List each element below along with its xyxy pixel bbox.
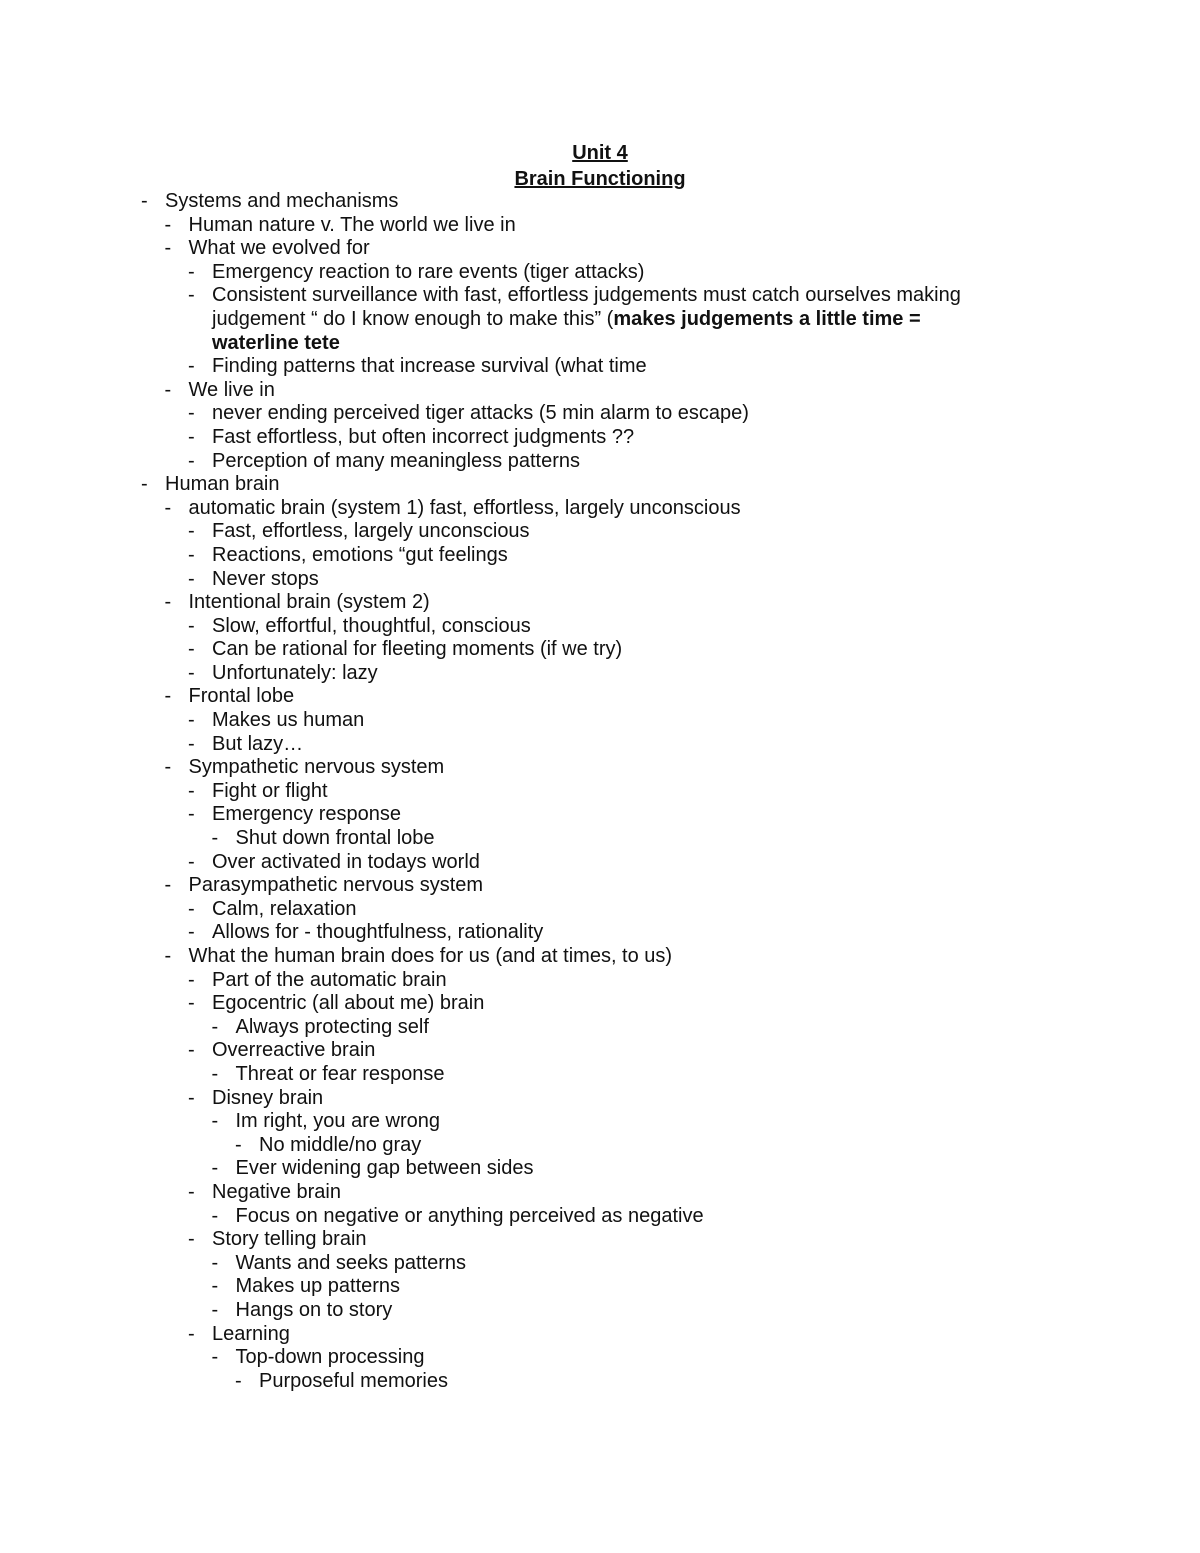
bullet-dash: -: [188, 992, 195, 1015]
bullet-dash: -: [211, 1204, 219, 1227]
outline-item-label: Threat or fear response: [235, 1062, 445, 1085]
outline-item-text: [0, 874, 1200, 898]
outline-item: [0, 1275, 1200, 1299]
outline-item-text: [0, 992, 1200, 1016]
outline-item-label: Always protecting self: [235, 1015, 429, 1038]
bullet-dash: -: [211, 1251, 219, 1274]
bullet-dash: -: [188, 355, 195, 378]
bullet-dash: -: [211, 1157, 219, 1180]
bullet-dash: -: [188, 614, 195, 637]
outline-item-text: [0, 237, 1200, 261]
bullet-dash: -: [188, 661, 195, 684]
outline-item: [0, 851, 1200, 875]
bullet-dash: -: [141, 190, 148, 212]
outline-item-text: [0, 190, 1200, 214]
outline-item: [0, 450, 1200, 474]
outline-item: [0, 756, 1200, 780]
outline-item-text: [0, 1228, 1200, 1252]
bullet-dash: -: [188, 1180, 195, 1203]
bullet-dash: -: [188, 284, 195, 307]
outline-item-label: What we evolved for: [188, 237, 370, 260]
bullet-dash: -: [188, 850, 195, 873]
outline-item-text: [0, 945, 1200, 969]
outline-item-label: Frontal lobe: [188, 685, 295, 708]
outline-item-text: [0, 921, 1200, 945]
bullet-dash: -: [188, 543, 195, 566]
outline-item-text: [0, 685, 1200, 709]
outline-item: [0, 379, 1200, 403]
outline-item-label: Story telling brain: [212, 1228, 367, 1251]
outline-item-text: [0, 638, 1200, 662]
outline-item-label: We live in: [188, 378, 275, 401]
outline-item-label: Allows for - thoughtfulness, rationality: [212, 921, 544, 944]
outline-item-label: Learning: [212, 1322, 290, 1345]
outline-item-text: [0, 1252, 1200, 1276]
outline-item-text: [0, 615, 1200, 639]
outline-item-label: Emergency reaction to rare events (tiger attacks): [212, 260, 645, 283]
outline-item: [0, 214, 1200, 238]
bullet-dash: -: [235, 1133, 242, 1156]
outline-item-text: [0, 308, 1200, 332]
outline-item: [0, 261, 1200, 285]
outline-item: [0, 402, 1200, 426]
bullet-dash: -: [141, 473, 148, 496]
outline-item-label: Unfortunately: lazy: [212, 661, 378, 684]
outline-item: [0, 969, 1200, 993]
outline-item: [0, 1134, 1200, 1158]
outline-item-label: Makes up patterns: [235, 1275, 401, 1298]
outline-item: [0, 1323, 1200, 1347]
outline-item-label: Disney brain: [212, 1086, 324, 1109]
bullet-dash: -: [164, 591, 172, 614]
bullet-dash: -: [188, 897, 195, 920]
outline-item-text: [0, 662, 1200, 686]
bullet-dash: -: [211, 1346, 219, 1369]
outline-item: [0, 1228, 1200, 1252]
outline-item-label: automatic brain (system 1) fast, effortless, largely unconscious: [188, 496, 741, 519]
outline-item-text: [0, 1323, 1200, 1347]
outline-item-text: [0, 898, 1200, 922]
outline-item: [0, 992, 1200, 1016]
bullet-dash: -: [211, 1015, 219, 1038]
outline-item: [0, 1063, 1200, 1087]
outline-item: [0, 685, 1200, 709]
outline-item-label: Fast, effortless, largely unconscious: [212, 520, 530, 543]
bullet-dash: -: [188, 449, 195, 472]
outline-item: [0, 662, 1200, 686]
outline-item-label: No middle/no gray: [259, 1133, 422, 1156]
outline-item-text: [0, 803, 1200, 827]
outline-item: [0, 1087, 1200, 1111]
outline-item-text: [0, 827, 1200, 851]
outline-item-label: Calm, relaxation: [212, 897, 357, 920]
outline-item-text: [0, 1016, 1200, 1040]
outline-item-text: [0, 1134, 1200, 1158]
outline-item-label: Slow, effortful, thoughtful, conscious: [212, 614, 531, 637]
outline-item-label: But lazy…: [212, 732, 304, 755]
outline-item: [0, 1016, 1200, 1040]
outline-item-text: [0, 591, 1200, 615]
outline-item-text: [0, 402, 1200, 426]
outline-item-bold-text: makes judgements a little time =: [613, 307, 921, 330]
outline-item-label: Human nature v. The world we live in: [188, 213, 516, 236]
outline-item-label: Reactions, emotions “gut feelings: [212, 543, 508, 566]
outline-item-label: Egocentric (all about me) brain: [212, 992, 485, 1015]
outline-item-label: Shut down frontal lobe: [235, 827, 435, 850]
outline-item-text: [0, 426, 1200, 450]
document-title: Unit 4: [572, 142, 628, 164]
outline-item-label: never ending perceived tiger attacks (5 min alarm to escape): [212, 402, 749, 425]
outline-item: [0, 898, 1200, 922]
outline-item-label: Intentional brain (system 2): [188, 591, 430, 614]
outline-item-label: Im right, you are wrong: [235, 1110, 441, 1133]
outline-item: [0, 780, 1200, 804]
bullet-dash: -: [188, 402, 195, 425]
outline-item-text: [0, 332, 1200, 356]
outline-item-label: What the human brain does for us (and at times, to us): [188, 945, 673, 967]
outline-item: [0, 709, 1200, 733]
outline-item-label: Wants and seeks patterns: [235, 1251, 466, 1274]
bullet-dash: -: [188, 1039, 195, 1062]
outline-item-text: [0, 1039, 1200, 1063]
outline-item-text: [0, 450, 1200, 474]
document-subtitle: Brain Functioning: [514, 168, 686, 190]
bullet-dash: -: [188, 260, 195, 283]
outline-item-continuation: [0, 332, 1200, 356]
outline-item-text: [0, 851, 1200, 875]
outline-item: [0, 1252, 1200, 1276]
outline-item-text: [0, 544, 1200, 568]
outline-item-label: Part of the automatic brain: [212, 968, 447, 991]
outline-item-text: [0, 284, 1200, 308]
outline-item-text: [0, 497, 1200, 521]
outline-item-label: Never stops: [212, 567, 319, 590]
bullet-dash: -: [188, 921, 195, 944]
outline-item-text: [0, 473, 1200, 497]
outline-item-text: [0, 1205, 1200, 1229]
outline-item: [0, 1039, 1200, 1063]
outline-item-label: Systems and mechanisms: [165, 190, 399, 212]
outline-item: [0, 520, 1200, 544]
outline-item-text: [0, 1087, 1200, 1111]
bullet-dash: -: [188, 520, 195, 543]
outline-item: [0, 733, 1200, 757]
outline-item-text: [0, 355, 1200, 379]
bullet-dash: -: [188, 567, 195, 590]
bullet-dash: -: [211, 1275, 219, 1298]
outline-item: [0, 615, 1200, 639]
outline-item: [0, 237, 1200, 261]
outline-item: [0, 497, 1200, 521]
bullet-dash: -: [188, 709, 195, 732]
outline-item: [0, 874, 1200, 898]
outline-item: [0, 1299, 1200, 1323]
outline-item-label: Purposeful memories: [259, 1369, 448, 1392]
outline-item-label: Top-down processing: [235, 1346, 425, 1369]
outline-item-text: [0, 733, 1200, 757]
outline-item-text: [0, 1275, 1200, 1299]
outline-item: [0, 190, 1200, 214]
outline-item: [0, 591, 1200, 615]
outline-item-label: Makes us human: [212, 709, 365, 732]
outline-item-label: Emergency response: [212, 803, 401, 826]
outline-item-text: [0, 1110, 1200, 1134]
bullet-dash: -: [188, 1228, 195, 1251]
outline-item: [0, 1157, 1200, 1181]
outline-item-label: Ever widening gap between sides: [235, 1157, 534, 1180]
outline-item: [0, 1205, 1200, 1229]
outline-item: [0, 638, 1200, 662]
outline-item-text: [0, 780, 1200, 804]
bullet-dash: -: [211, 1298, 219, 1321]
outline-item-label: Human brain: [165, 473, 280, 496]
outline-item-label: Consistent surveillance with fast, effortless judgements must catch ourselves making: [212, 284, 961, 307]
outline-item-text: [0, 709, 1200, 733]
outline-item: [0, 355, 1200, 379]
bullet-dash: -: [235, 1369, 242, 1392]
bullet-dash: -: [188, 1086, 195, 1109]
bullet-dash: -: [164, 213, 172, 236]
outline-item-text: [0, 756, 1200, 780]
outline-item-label: Can be rational for fleeting moments (if we try): [212, 638, 623, 661]
outline-item-text: [0, 1181, 1200, 1205]
bullet-dash: -: [164, 496, 172, 519]
bullet-dash: -: [188, 779, 195, 802]
outline-item-label: Hangs on to story: [235, 1298, 393, 1321]
outline-item-text: [0, 969, 1200, 993]
outline-item: [0, 1110, 1200, 1134]
outline-item: [0, 473, 1200, 497]
outline-item-text: [0, 261, 1200, 285]
outline-item: [0, 803, 1200, 827]
outline-item-label: Parasympathetic nervous system: [188, 874, 484, 897]
bullet-dash: -: [164, 874, 172, 897]
bullet-dash: -: [188, 1322, 195, 1345]
bullet-dash: -: [164, 685, 172, 708]
bullet-dash: -: [188, 638, 195, 661]
bullet-dash: -: [211, 1062, 219, 1085]
outline-item: [0, 1346, 1200, 1370]
outline-list: [0, 190, 1200, 1393]
outline-item-text: [0, 1157, 1200, 1181]
outline-item-label: Over activated in todays world: [212, 850, 480, 873]
bullet-dash: -: [211, 827, 219, 850]
outline-item: [0, 1181, 1200, 1205]
bullet-dash: -: [164, 237, 172, 260]
outline-item-label: Finding patterns that increase survival (what time: [212, 355, 647, 378]
outline-item-label: Focus on negative or anything perceived as negative: [235, 1204, 704, 1227]
bullet-dash: -: [188, 425, 195, 448]
outline-item-label: Negative brain: [212, 1180, 341, 1203]
bullet-dash: -: [188, 803, 195, 826]
outline-item-label: judgement “ do I know enough to make this” (: [212, 307, 614, 330]
outline-item: [0, 1370, 1200, 1394]
outline-item: [0, 284, 1200, 308]
outline-item-text: [0, 1346, 1200, 1370]
outline-item-label: Overreactive brain: [212, 1039, 376, 1062]
outline-item-text: [0, 520, 1200, 544]
outline-item-label: Fight or flight: [212, 779, 328, 802]
outline-item-text: [0, 1370, 1200, 1394]
outline-item-text: [0, 1063, 1200, 1087]
bullet-dash: -: [188, 968, 195, 991]
bullet-dash: -: [211, 1110, 219, 1133]
outline-item-text: [0, 379, 1200, 403]
outline-item: [0, 544, 1200, 568]
outline-item-text: [0, 568, 1200, 592]
bullet-dash: -: [164, 945, 172, 967]
bullet-dash: -: [164, 756, 172, 779]
outline-item-continuation: [0, 308, 1200, 332]
outline-item: [0, 426, 1200, 450]
outline-item-label: Perception of many meaningless patterns: [212, 449, 580, 472]
outline-item-text: [0, 214, 1200, 238]
outline-item: [0, 568, 1200, 592]
outline-item-label: Fast effortless, but often incorrect judgments ??: [212, 425, 635, 448]
bullet-dash: -: [188, 732, 195, 755]
outline-item: [0, 827, 1200, 851]
outline-item-bold-text: waterline tete: [212, 331, 340, 354]
outline-item-text: [0, 1299, 1200, 1323]
outline-item: [0, 921, 1200, 945]
outline-item: [0, 945, 1200, 969]
outline-item-label: Sympathetic nervous system: [188, 756, 445, 779]
bullet-dash: -: [164, 378, 172, 401]
